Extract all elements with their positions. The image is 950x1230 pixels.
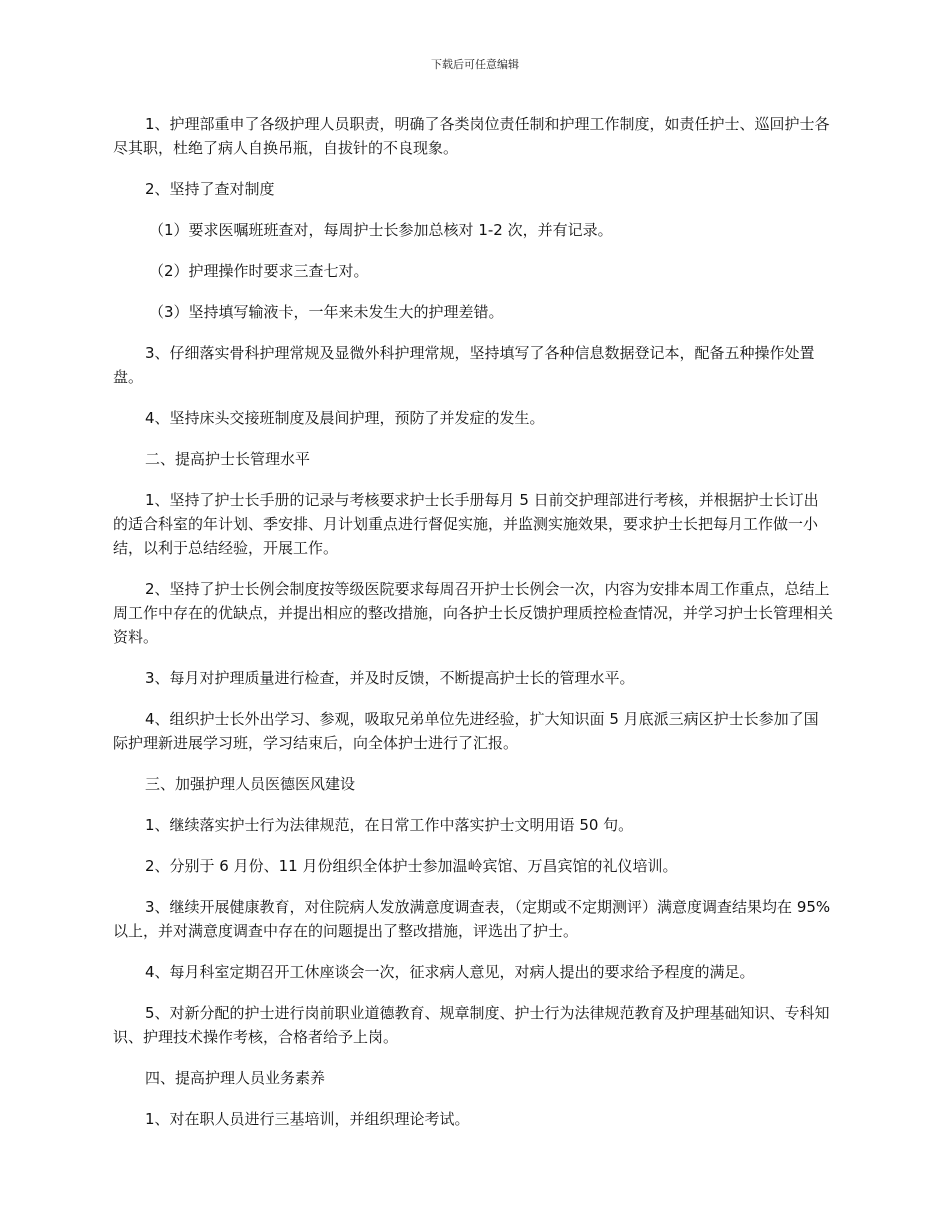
paragraph: （3）坚持填写输液卡，一年来未发生大的护理差错。 bbox=[149, 303, 504, 321]
paragraph: 1、坚持了护士长手册的记录与考核要求护士长手册每月 5 日前交护理部进行考核，并根据护士长订出的适合科室的年计划、季安排、月计划重点进行督促实施，并监测实施效果，要求护士长把每月工作做一小结，以利于总结经验，开展工作。 bbox=[113, 491, 819, 557]
paragraph: 4、组织护士长外出学习、参观，吸取兄弟单位先进经验，扩大知识面 5 月底派三病区护士长参加了国际护理新进展学习班，学习结束后，向全体护士进行了汇报。 bbox=[113, 710, 819, 752]
document-body bbox=[113, 112, 833, 1148]
paragraph: （2）护理操作时要求三查七对。 bbox=[149, 262, 369, 280]
paragraph: 1、护理部重申了各级护理人员职责，明确了各类岗位责任制和护理工作制度，如责任护士、巡回护士各尽其职，杜绝了病人自换吊瓶，自拔针的不良现象。 bbox=[113, 115, 830, 157]
page-header: 下载后可任意编辑 bbox=[431, 58, 519, 71]
paragraph: 4、坚持床头交接班制度及晨间护理，预防了并发症的发生。 bbox=[145, 409, 545, 427]
paragraph: 1、继续落实护士行为法律规范，在日常工作中落实护士文明用语 50 句。 bbox=[145, 816, 634, 834]
paragraph: 3、仔细落实骨科护理常规及显微外科护理常规，坚持填写了各种信息数据登记本，配备五种操作处置盘。 bbox=[113, 344, 815, 386]
paragraph: 2、分别于 6 月份、11 月份组织全体护士参加温岭宾馆、万昌宾馆的礼仪培训。 bbox=[145, 857, 678, 875]
paragraph: 4、每月科室定期召开工休座谈会一次，征求病人意见，对病人提出的要求给予程度的满足。 bbox=[145, 963, 755, 981]
paragraph: 3、继续开展健康教育，对住院病人发放满意度调查表，（定期或不定期测评）满意度调查结果均在 95%以上，并对满意度调查中存在的问题提出了整改措施，评选出了护士。 bbox=[113, 898, 831, 940]
paragraph: 5、对新分配的护士进行岗前职业道德教育、规章制度、护士行为法律规范教育及护理基础知识、专科知识、护理技术操作考核，合格者给予上岗。 bbox=[113, 1004, 830, 1046]
paragraph: （1）要求医嘱班班查对，每周护士长参加总核对 1-2 次，并有记录。 bbox=[149, 221, 613, 239]
paragraph: 2、坚持了查对制度 bbox=[145, 180, 275, 198]
section-heading: 三、加强护理人员医德医风建设 bbox=[145, 775, 356, 793]
section-heading: 二、提高护士长管理水平 bbox=[145, 450, 311, 468]
paragraph: 3、每月对护理质量进行检查，并及时反馈，不断提高护士长的管理水平。 bbox=[145, 669, 635, 687]
paragraph: 1、对在职人员进行三基培训，并组织理论考试。 bbox=[145, 1110, 470, 1128]
section-heading: 四、提高护理人员业务素养 bbox=[145, 1069, 326, 1087]
paragraph: 2、坚持了护士长例会制度按等级医院要求每周召开护士长例会一次，内容为安排本周工作重点，总结上周工作中存在的优缺点，并提出相应的整改措施，向各护士长反馈护理质控检查情况，并学习护士长管理相关资料。 bbox=[113, 580, 834, 646]
